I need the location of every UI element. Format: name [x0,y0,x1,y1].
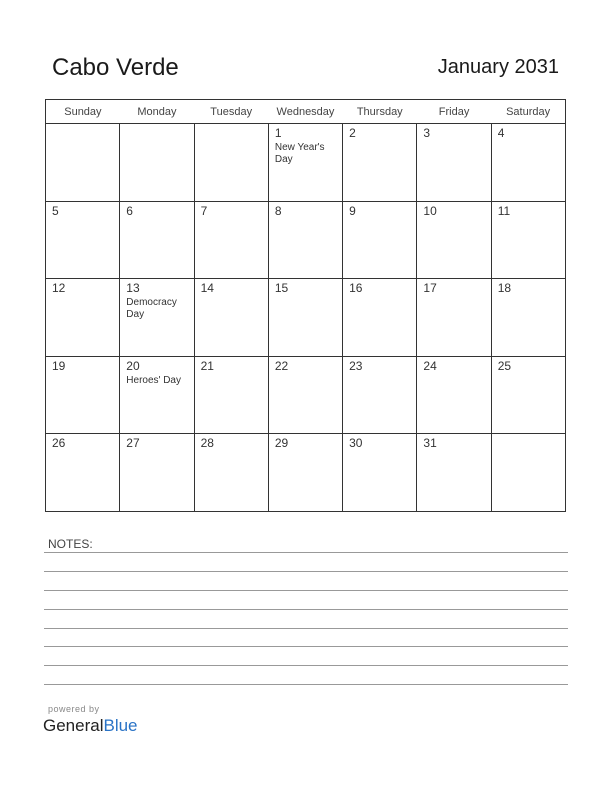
weekday-thursday: Thursday [343,100,417,124]
day-cell [120,201,194,279]
day-number: 28 [200,436,214,451]
weekday-header-row [46,100,566,124]
day-number: 31 [423,436,437,451]
day-number: 15 [274,281,289,296]
day-cell [343,279,417,357]
brand-blue-text: Blue [103,716,138,735]
holiday-label: Democracy Day [126,297,177,321]
day-number: 2 [349,126,356,140]
holiday-label: Heroes' Day [126,374,181,386]
day-cell [343,124,417,202]
day-cell [491,124,565,202]
day-cell [194,434,268,512]
calendar-week-row [46,201,566,279]
note-line [44,571,568,572]
day-number: 25 [497,358,512,373]
note-line [44,628,568,629]
calendar-week-row [46,434,566,512]
calendar-week-row [46,124,566,202]
note-line [44,646,568,647]
day-number: 3 [423,126,431,140]
day-cell [491,434,565,512]
calendar-week-row [46,279,566,357]
day-number: 22 [274,358,289,373]
day-number: 4 [497,126,505,140]
note-line [44,684,568,685]
day-cell [120,434,194,512]
day-number: 29 [274,436,289,451]
calendar-week-row [46,356,566,434]
day-cell [46,434,120,512]
note-line [44,552,568,553]
day-cell [343,356,417,434]
day-cell [268,124,342,202]
day-number: 19 [52,358,66,373]
brand-general-text: General [43,716,104,735]
day-number: 23 [349,358,363,373]
weekday-monday: Monday [120,100,194,124]
day-cell [417,279,491,357]
generalblue-logo [43,716,138,736]
day-number: 5 [52,203,59,218]
day-number: 24 [423,358,437,373]
holiday-label: New Year's Day [274,142,325,165]
weekday-saturday: Saturday [491,100,565,124]
day-cell [268,279,342,357]
note-line [44,590,568,591]
calendar-grid [45,99,566,512]
day-number: 10 [423,203,437,218]
day-number: 17 [423,281,437,296]
day-number: 18 [497,281,512,296]
day-cell [194,124,268,202]
note-line [44,665,568,666]
day-number: 12 [52,281,66,296]
weekday-sunday: Sunday [46,100,120,124]
day-cell [491,279,565,357]
calendar-body [46,124,566,512]
day-number: 11 [497,203,511,218]
day-cell [343,434,417,512]
day-number: 30 [349,436,363,451]
day-number: 8 [274,203,282,218]
country-title: Cabo Verde [52,54,179,81]
day-cell [268,434,342,512]
day-cell [268,201,342,279]
day-number: 16 [349,281,363,296]
day-cell [417,434,491,512]
notes-label: NOTES: [48,537,93,551]
day-cell [268,356,342,434]
day-cell [343,201,417,279]
month-year-title: January 2031 [437,56,559,78]
day-cell [491,201,565,279]
powered-by-label: powered by [48,704,100,714]
day-number: 14 [200,281,214,296]
weekday-friday: Friday [417,100,491,124]
note-line [44,609,568,610]
day-cell [194,279,268,357]
day-number: 9 [349,203,356,218]
day-cell [120,124,194,202]
day-cell [491,356,565,434]
day-cell [46,279,120,357]
day-cell [46,201,120,279]
day-number: 1 [274,126,282,140]
day-cell [120,279,194,357]
day-cell [46,124,120,202]
day-cell [417,201,491,279]
day-number: 7 [200,203,208,218]
day-cell [194,356,268,434]
day-cell [120,356,194,434]
day-cell [417,356,491,434]
day-number: 21 [200,358,214,373]
day-cell [194,201,268,279]
day-number: 27 [126,436,140,451]
weekday-wednesday: Wednesday [268,100,342,124]
weekday-tuesday: Tuesday [194,100,268,124]
day-number: 20 [126,358,140,373]
day-number: 26 [52,436,66,451]
day-cell [46,356,120,434]
day-number: 13 [126,281,140,296]
day-number: 6 [126,203,133,218]
day-cell [417,124,491,202]
